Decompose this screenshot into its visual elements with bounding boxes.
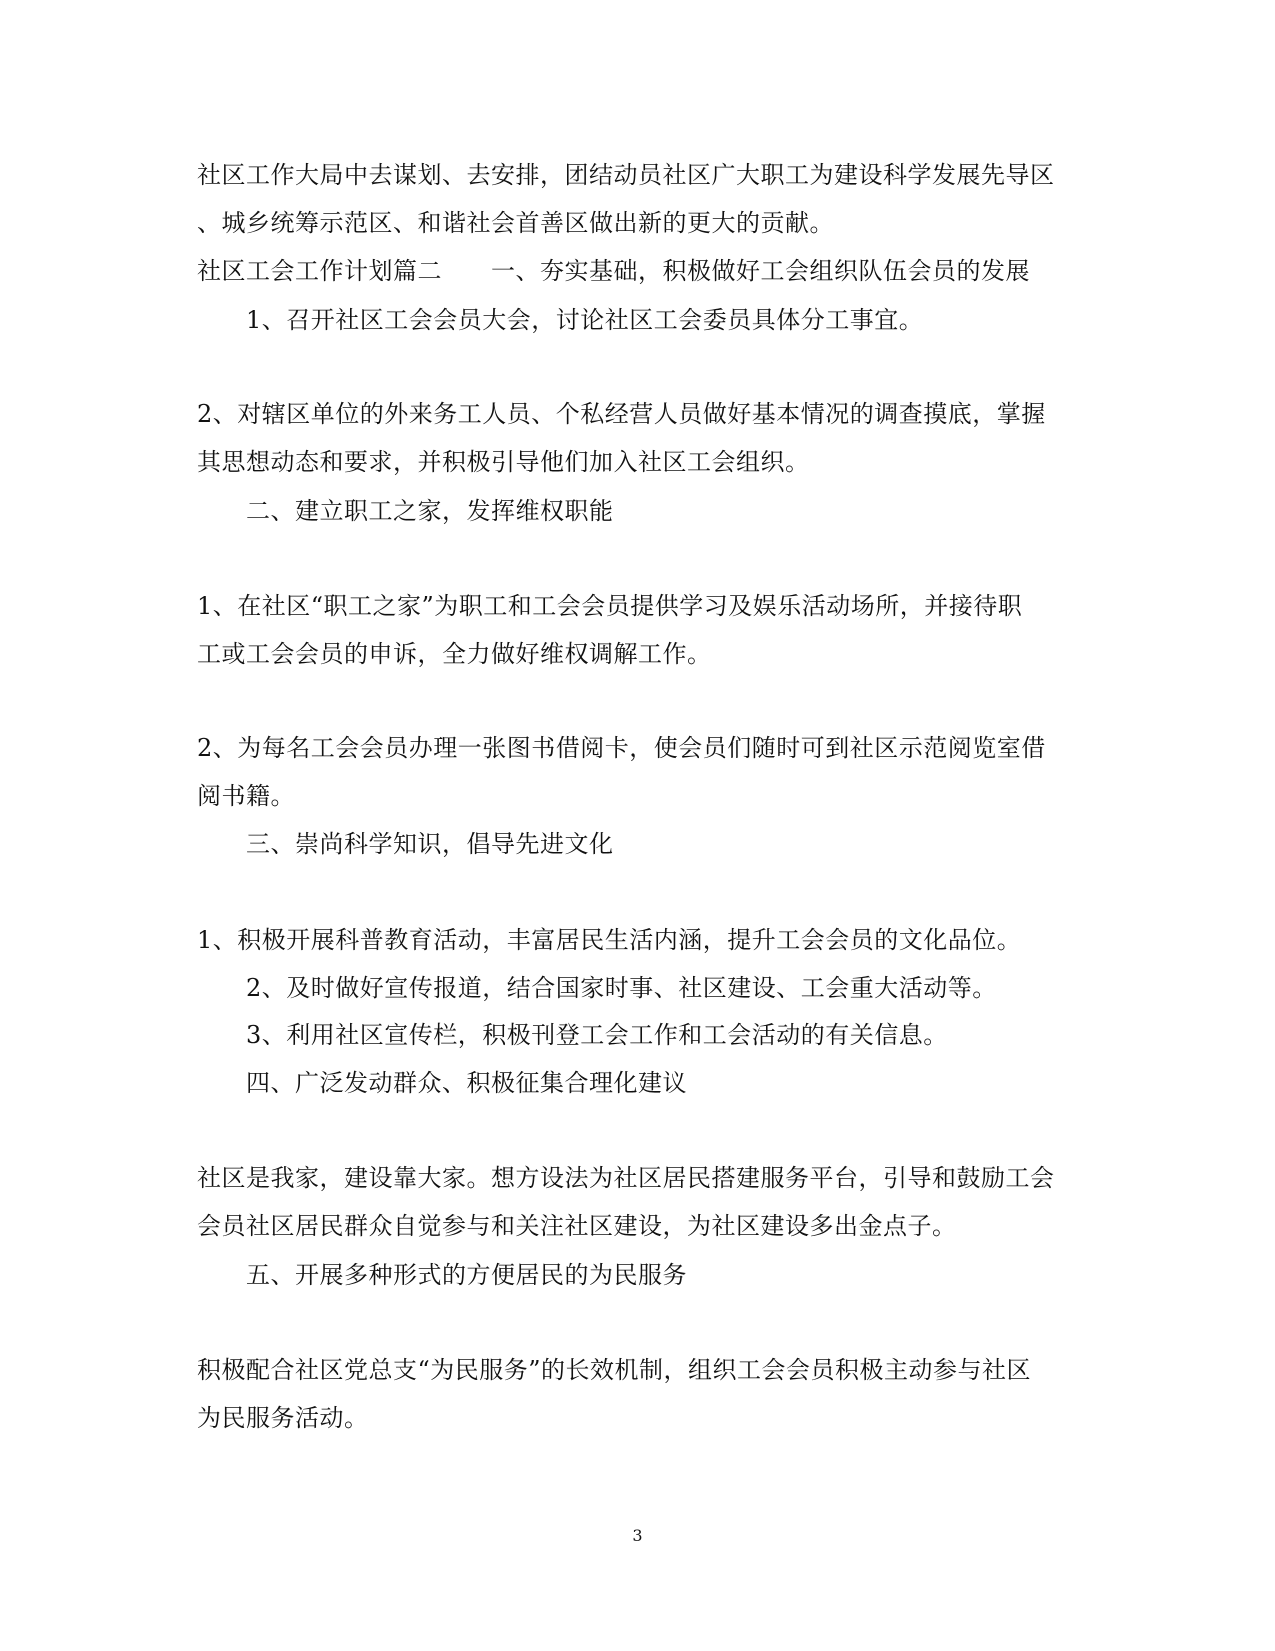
section-heading: 四、广泛发动群众、积极征集合理化建议: [246, 1069, 687, 1097]
list-item: 2、及时做好宣传报道，结合国家时事、社区建设、工会重大活动等。: [246, 974, 997, 1002]
paragraph-line: 、城乡统筹示范区、和谐社会首善区做出新的更大的贡献。: [197, 209, 834, 237]
list-item-continuation: 其思想动态和要求，并积极引导他们加入社区工会组织。: [197, 448, 810, 476]
paragraph-line: 社区工作大局中去谋划、去安排，团结动员社区广大职工为建设科学发展先导区: [197, 161, 1055, 189]
paragraph-line: 社区是我家，建设靠大家。想方设法为社区居民搭建服务平台，引导和鼓励工会: [197, 1164, 1055, 1192]
section-heading: 五、开展多种形式的方便居民的为民服务: [246, 1261, 687, 1289]
section-heading: 二、建立职工之家，发挥维权职能: [246, 497, 614, 525]
section-heading: 三、崇尚科学知识，倡导先进文化: [246, 830, 614, 858]
list-item-continuation: 工或工会会员的申诉，全力做好维权调解工作。: [197, 640, 712, 668]
list-item: 2、对辖区单位的外来务工人员、个私经营人员做好基本情况的调查摸底，掌握: [197, 400, 1046, 428]
list-item: 3、利用社区宣传栏，积极刊登工会工作和工会活动的有关信息。: [246, 1021, 948, 1049]
paragraph-line: 积极配合社区党总支“为民服务”的长效机制，组织工会会员积极主动参与社区: [197, 1356, 1032, 1384]
section-heading-line: 社区工会工作计划篇二 一、夯实基础，积极做好工会组织队伍会员的发展: [197, 257, 1030, 285]
list-item: 2、为每名工会会员办理一张图书借阅卡，使会员们随时可到社区示范阅览室借: [197, 734, 1046, 762]
page-number: 3: [632, 1526, 643, 1545]
list-item: 1、积极开展科普教育活动，丰富居民生活内涵，提升工会会员的文化品位。: [197, 926, 1022, 954]
paragraph-line: 为民服务活动。: [197, 1404, 369, 1432]
list-item-continuation: 阅书籍。: [197, 782, 295, 810]
list-item: 1、召开社区工会会员大会，讨论社区工会委员具体分工事宜。: [246, 306, 924, 334]
paragraph-line: 会员社区居民群众自觉参与和关注社区建设，为社区建设多出金点子。: [197, 1212, 957, 1240]
list-item: 1、在社区“职工之家”为职工和工会会员提供学习及娱乐活动场所，并接待职: [197, 592, 1023, 620]
